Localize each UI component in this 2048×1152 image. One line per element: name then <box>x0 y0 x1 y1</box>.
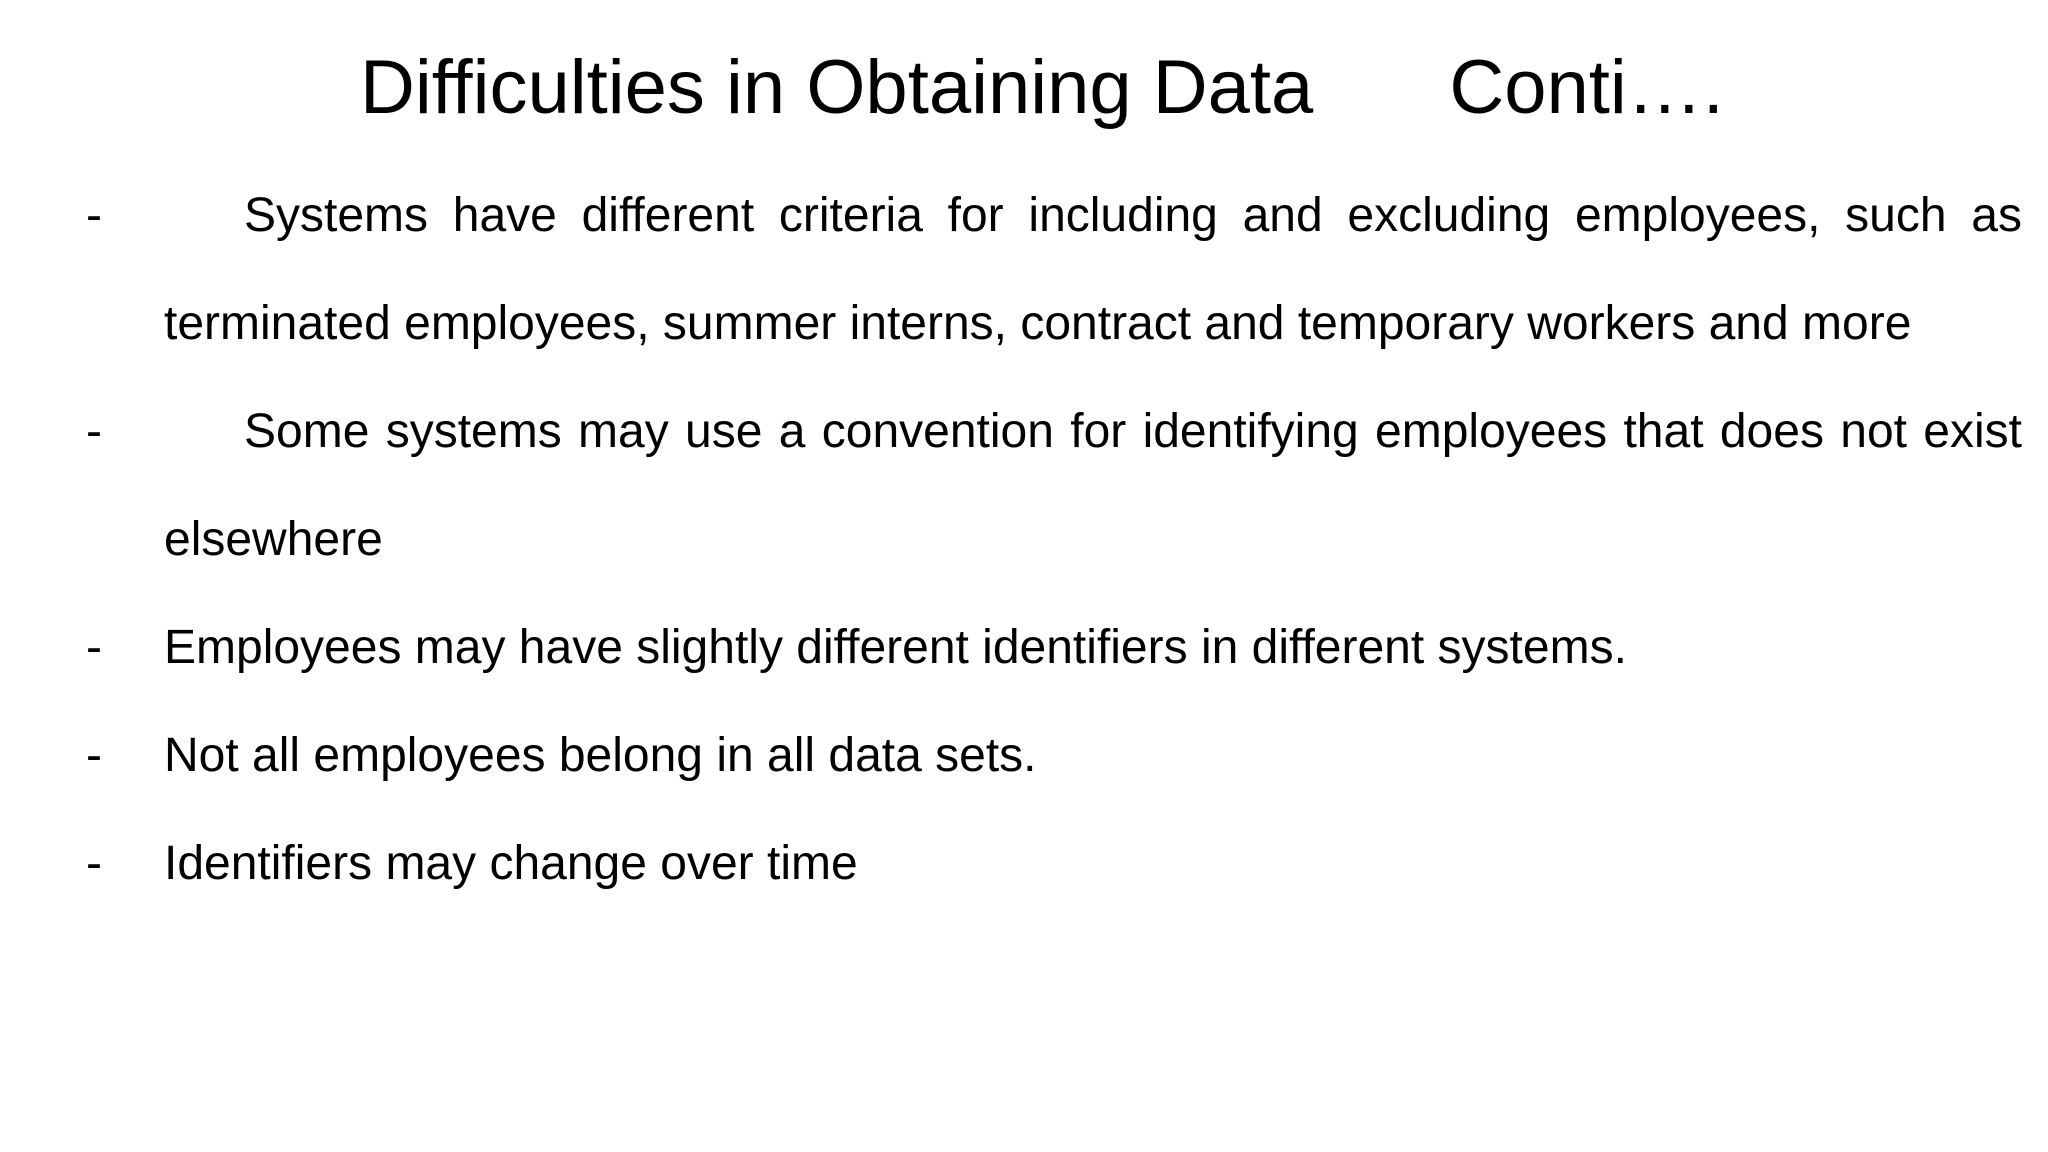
bullet-dash: - <box>86 621 102 674</box>
bullet-text: Some systems may use a convention for identifying employees that does not exist elsewhere <box>164 405 2022 566</box>
bullet-dash: - <box>86 189 102 242</box>
bullet-dash: - <box>86 837 102 890</box>
bullet-text: Systems have different criteria for including and excluding employees, such as terminated employees, summer interns, contract and temporary workers and more <box>164 189 2022 350</box>
slide-title <box>360 38 1920 138</box>
bullet-item <box>0 162 2048 378</box>
bullet-list <box>0 162 2048 918</box>
bullet-text: Employees may have slightly different identifiers in different systems. <box>164 621 1627 674</box>
bullet-item <box>0 378 2048 594</box>
slide-title-main: Difficulties in Obtaining Data <box>360 45 1314 130</box>
bullet-text: Identifiers may change over time <box>164 837 858 890</box>
bullet-item <box>0 810 2048 918</box>
bullet-item <box>0 594 2048 702</box>
bullet-dash: - <box>86 729 102 782</box>
slide-title-suffix: Conti…. <box>1449 45 1724 130</box>
bullet-item <box>0 702 2048 810</box>
bullet-text: Not all employees belong in all data sets. <box>164 729 1037 782</box>
bullet-dash: - <box>86 405 102 458</box>
